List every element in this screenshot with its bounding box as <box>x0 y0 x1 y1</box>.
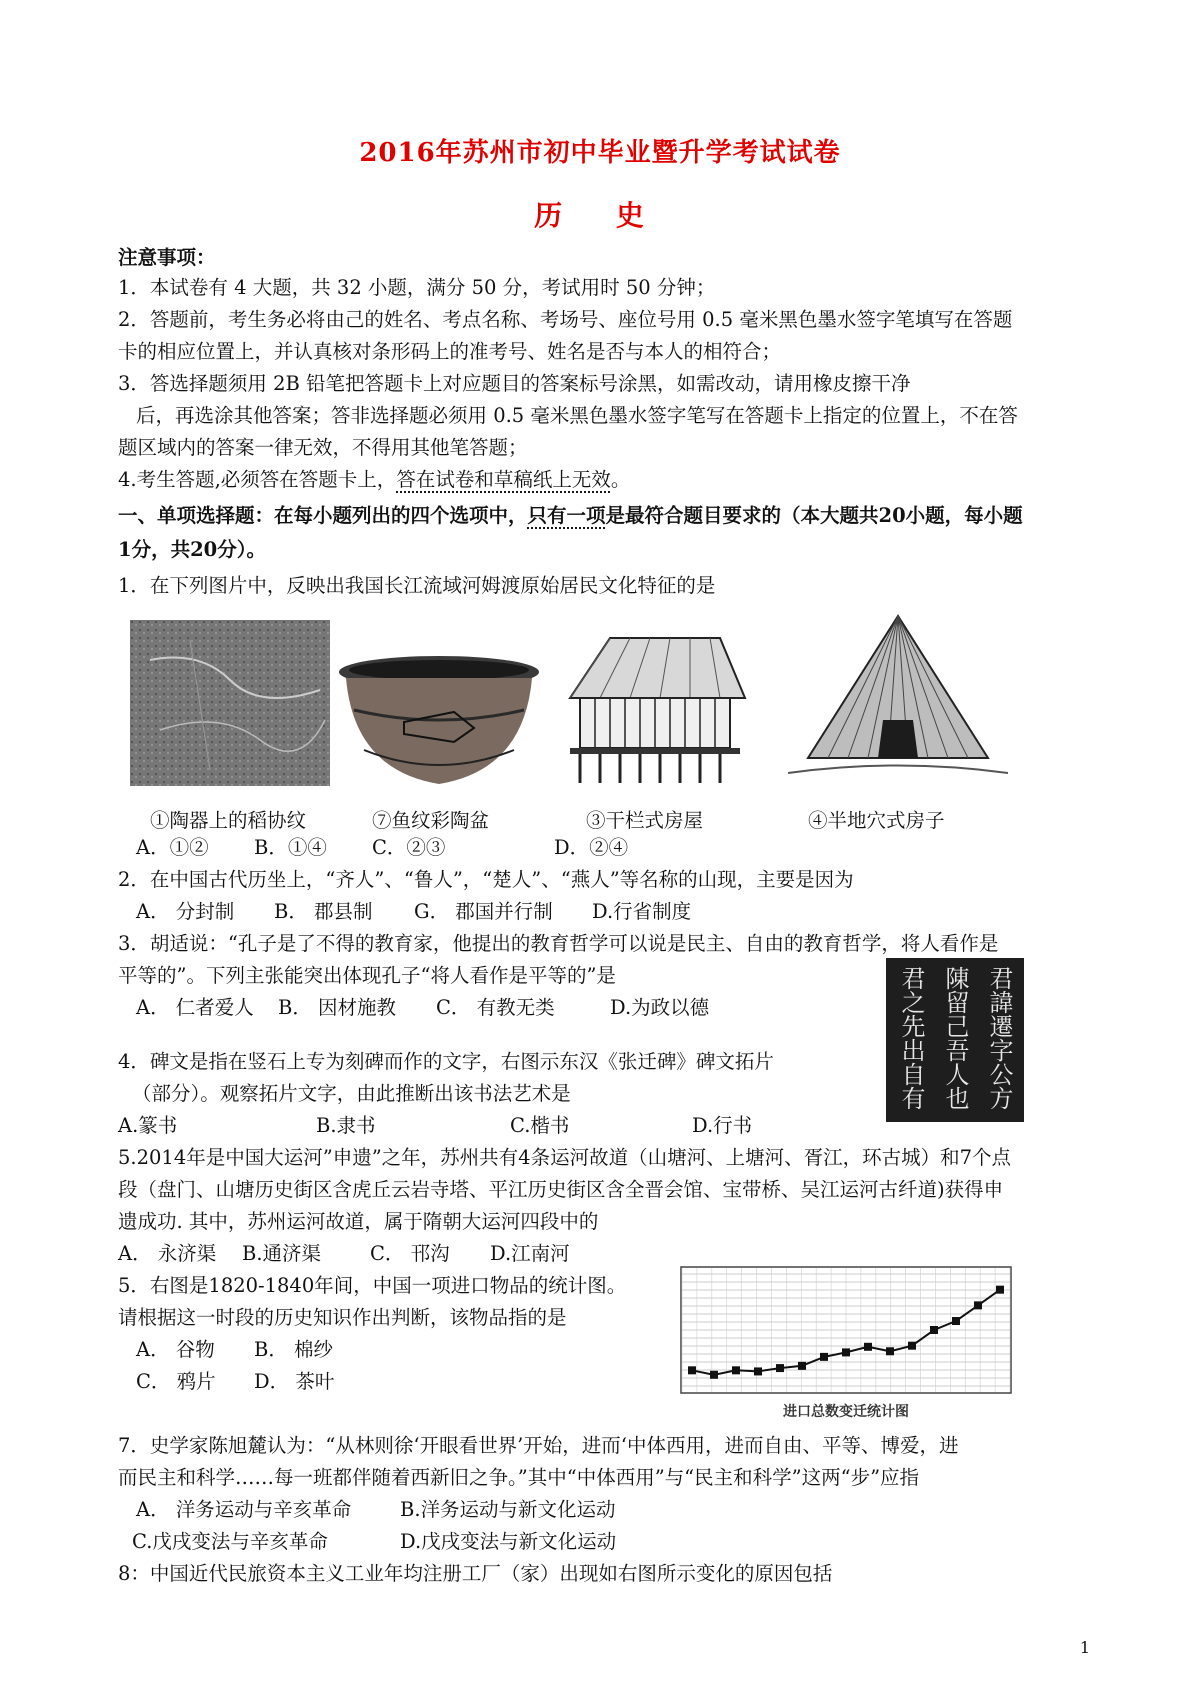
q5b-stem-2: 请根据这一时段的历史知识作出判断，该物品指的是 <box>118 1306 567 1329</box>
q7-stem-2: 而民主和科学……每一班都伴随着西新旧之争。”其中“中体西用”与“民主和科学”这两“步”应指 <box>118 1466 920 1489</box>
q7-option-d: D.戊戌变法与新文化运动 <box>400 1530 617 1553</box>
notice-line-4-emphasis: 答在试卷和草稿纸上无效 <box>396 468 611 491</box>
stele-rubbing-image <box>886 958 1024 1122</box>
q2-stem: 2．在中国古代历坐上，“齐人”、“鲁人”，“楚人”、“燕人”等名称的山现，主要是因为 <box>118 868 854 891</box>
q5a-option-d: D.江南河 <box>490 1242 570 1265</box>
chart-point <box>974 1301 982 1309</box>
import-statistics-chart <box>680 1266 1012 1426</box>
chart-point <box>798 1362 806 1370</box>
notice-line-1: 1．本试卷有 4 大题，共 32 小题，满分 50 分，考试用时 50 分钟； <box>118 276 716 299</box>
q7-stem-1: 7．史学家陈旭麓认为：“从林则徐‘开眼看世界’开始，进而‘中体西用，进而自由、平等、博爱，进 <box>118 1434 959 1457</box>
q3-option-a: A． 仁者爱人 <box>136 996 254 1019</box>
rice-pottery-image <box>130 620 330 786</box>
q5b-option-a: A． 谷物 <box>136 1338 215 1361</box>
q2-option-d: D.行省制度 <box>592 900 692 923</box>
q4-stem-1: 4．碑文是指在竖石上专为刻碑而作的文字，右图示东汉《张迁碑》碑文拓片 <box>118 1050 774 1073</box>
q3-option-b: B． 因材施教 <box>278 996 397 1019</box>
q5a-option-c: C． 邗沟 <box>370 1242 450 1265</box>
q5a-stem-2: 段（盘门、山塘历史街区含虎丘云岩寺塔、平江历史街区含全晋会馆、宝带桥、吴江运河古纤道)获得申 <box>118 1178 1004 1201</box>
section1-emphasis: 只有一项 <box>527 504 606 527</box>
stele-column-3: 君之先出自有 <box>897 966 925 1110</box>
q2-option-b: B． 郡县制 <box>274 900 373 923</box>
q5a-stem-1: 5.2014年是中国大运河”申遗”之年，苏州共有4条运河故道（山塘河、上塘河、胥江，环古城）和7个点 <box>118 1146 1011 1169</box>
chart-point <box>754 1367 762 1375</box>
q4-option-b: B.隶书 <box>316 1114 376 1137</box>
q5a-option-b: B.通济渠 <box>242 1242 322 1265</box>
q1-stem: 1．在下列图片中，反映出我国长江流域河姆渡原始居民文化特征的是 <box>118 574 716 597</box>
q4-option-a: A.篆书 <box>118 1114 178 1137</box>
chart-point <box>820 1353 828 1361</box>
q3-stem-2: 平等的”。下列主张能突出体现孔子“将人看作是平等的”是 <box>118 964 616 987</box>
q1-caption-4: ④半地穴式房子 <box>808 809 945 832</box>
q1-caption-2: ⑦鱼纹彩陶盆 <box>372 809 490 832</box>
chart-point <box>908 1342 916 1350</box>
notice-line-4 <box>118 468 630 492</box>
notice-heading: 注意事项： <box>118 246 216 269</box>
page-number: 1 <box>1079 1638 1090 1657</box>
q5b-option-c: C． 鸦片 <box>136 1370 216 1393</box>
q5a-stem-3: 遗成功. 其中，苏州运河故道，属于隋朝大运河四段中的 <box>118 1210 599 1233</box>
notice-line-2: 2．答题前，考生务必将由己的姓名、考点名称、考场号、座位号用 0.5 毫米黑色墨水签字笔填写在答题 <box>118 308 1013 331</box>
q1-caption-3: ③干栏式房屋 <box>586 809 704 832</box>
q4-option-c: C.楷书 <box>510 1114 570 1137</box>
q4-option-d: D.行书 <box>692 1114 753 1137</box>
section1-heading-line2: 1分，共20分）。 <box>118 538 266 561</box>
chart-point <box>732 1366 740 1374</box>
q1-option-a: A．①② <box>136 836 209 859</box>
fish-basin-image <box>334 650 544 790</box>
q7-option-a: A． 洋务运动与辛亥革命 <box>136 1498 352 1521</box>
exam-title: 2016年苏州市初中毕业暨升学考试试卷 <box>359 138 841 168</box>
q5b-option-b: B． 棉纱 <box>254 1338 334 1361</box>
chart-point <box>688 1366 696 1374</box>
q5a-option-a: A． 永济渠 <box>118 1242 217 1265</box>
chart-point <box>930 1326 938 1334</box>
q7-option-c: C.戊戌变法与辛亥革命 <box>132 1530 328 1553</box>
q8-stem: 8：中国近代民旅资本主义工业年均注册工厂（家）出现如右图所示变化的原因包括 <box>118 1562 833 1585</box>
chart-point <box>996 1286 1004 1294</box>
notice-line-3c: 题区域内的答案一律无效，不得用其他笔答题； <box>118 436 528 459</box>
section1-post: 是最符合题目要求的（本大题共20小题，每小题 <box>605 504 1023 527</box>
q5b-option-d: D． 茶叶 <box>254 1370 335 1393</box>
notice-line-4-post: 。 <box>610 468 631 491</box>
section1-heading <box>118 504 1023 528</box>
chart-point <box>886 1347 894 1355</box>
semi-subterranean-house-image <box>788 608 1008 792</box>
notice-line-4-pre: 4.考生答题,必须答在答题卡上， <box>118 468 397 491</box>
stilt-house-image <box>550 628 750 788</box>
q1-option-d: D．②④ <box>554 836 629 859</box>
q2-option-c: G． 郡国并行制 <box>414 900 553 923</box>
q3-stem-1: 3．胡适说：“孔子是了不得的教育家，他提出的教育哲学可以说是民主、自由的教育哲学，将人看作是 <box>118 932 999 955</box>
q4-stem-2: （部分）。观察拓片文字，由此推断出该书法艺术是 <box>132 1082 571 1105</box>
notice-line-3b: 后，再选涂其他答案；答非选择题必须用 0.5 毫米黑色墨水签字笔写在答题卡上指定的位置上，不在答 <box>136 404 1018 427</box>
chart-point <box>842 1348 850 1356</box>
section1-pre: 一、单项选择题：在每小题列出的四个选项中， <box>118 504 528 527</box>
stele-column-2: 陳留己吾人也 <box>941 966 969 1110</box>
subject-title: 历 史 <box>534 199 666 232</box>
q1-option-b: B．①④ <box>254 836 327 859</box>
q3-option-d: D.为政以德 <box>610 996 710 1019</box>
q1-caption-1: ①陶器上的稻协纹 <box>150 809 307 832</box>
notice-line-3: 3．答选择题须用 2B 铅笔把答题卡上对应题目的答案标号涂黑，如需改动，请用橡皮擦干净 <box>118 372 911 395</box>
chart-point <box>710 1371 718 1379</box>
q1-option-c: C．②③ <box>372 836 446 859</box>
chart-point <box>776 1364 784 1372</box>
chart-title: 进口总数变迁统计图 <box>783 1404 909 1420</box>
q2-option-a: A． 分封制 <box>136 900 235 923</box>
stele-column-1: 君諱遷字公方 <box>985 966 1013 1110</box>
q3-option-c: C． 有教无类 <box>436 996 555 1019</box>
chart-point <box>952 1317 960 1325</box>
chart-point <box>864 1343 872 1351</box>
q5b-stem-1: 5．右图是1820-1840年间，中国一项进口物品的统计图。 <box>118 1274 627 1297</box>
notice-line-2b: 卡的相应位置上，并认真核对条形码上的准考号、姓名是否与本人的相符合； <box>118 340 782 363</box>
q7-option-b: B.洋务运动与新文化运动 <box>400 1498 616 1521</box>
